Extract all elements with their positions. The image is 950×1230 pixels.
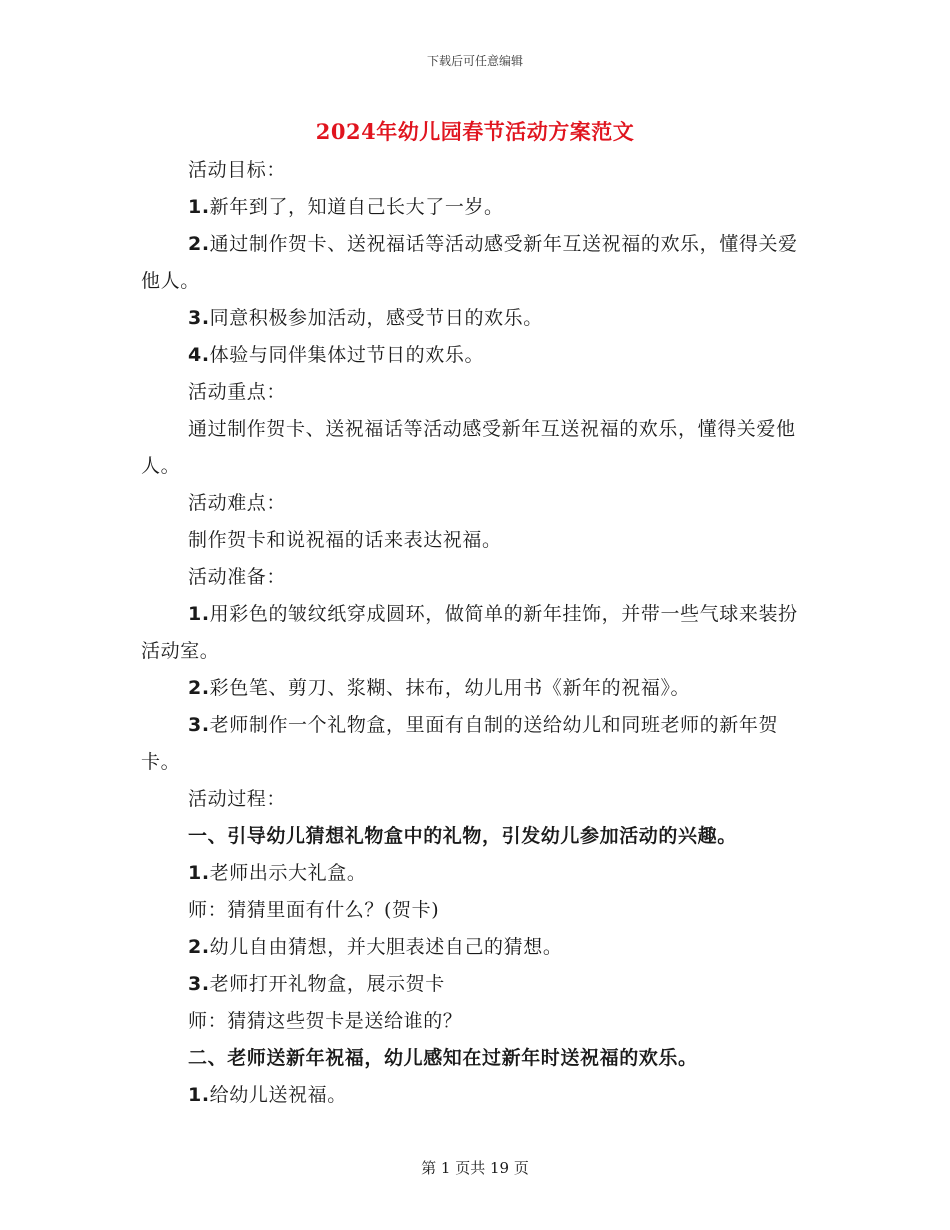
- paragraph-text: 活动准备：: [188, 566, 287, 588]
- paragraph-text: 同意积极参加活动，感受节日的欢乐。: [209, 307, 543, 329]
- paragraph-5: [141, 337, 801, 374]
- paragraph-7: [141, 411, 801, 485]
- paragraph-20: [141, 1003, 801, 1040]
- paragraph-text: 给幼儿送祝福。: [209, 1084, 347, 1106]
- paragraph-text: 师：猜猜这些贺卡是送给谁的？: [188, 1010, 463, 1032]
- paragraph-text: 师：猜猜里面有什么？(贺卡): [188, 899, 440, 921]
- paragraph-text: 彩色笔、剪刀、浆糊、抹布，幼儿用书《新年的祝福》。: [209, 677, 691, 699]
- list-number: 2.: [188, 677, 210, 699]
- list-number: 3.: [188, 973, 210, 995]
- page-footer: 第 1 页共 19 页: [421, 1159, 529, 1177]
- paragraph-10: [141, 559, 801, 596]
- list-number: 3.: [188, 307, 210, 329]
- paragraph-text: 幼儿自由猜想，并大胆表述自己的猜想。: [209, 936, 563, 958]
- paragraph-2: [141, 189, 801, 226]
- paragraph-text: 老师打开礼物盒，展示贺卡: [209, 973, 445, 995]
- list-number: 3.: [188, 714, 210, 736]
- paragraph-text: 通过制作贺卡、送祝福话等活动感受新年互送祝福的欢乐，懂得关爱他人。: [141, 418, 796, 477]
- paragraph-9: [141, 522, 801, 559]
- list-number: 1.: [188, 196, 210, 218]
- paragraph-text: 用彩色的皱纹纸穿成圆环，做简单的新年挂饰，并带一些气球来装扮活动室。: [141, 603, 798, 662]
- paragraph-text: 体验与同伴集体过节日的欢乐。: [209, 344, 485, 366]
- header-note: 下载后可任意编辑: [426, 54, 523, 68]
- paragraph-18: [141, 929, 801, 966]
- list-number: 2.: [188, 936, 210, 958]
- paragraph-17: [141, 892, 801, 929]
- list-number: 1.: [188, 862, 210, 884]
- paragraph-text: 活动难点：: [188, 492, 287, 514]
- paragraph-text: 制作贺卡和说祝福的话来表达祝福。: [188, 529, 502, 551]
- paragraph-14: [141, 781, 801, 818]
- section-heading-2: [141, 1040, 801, 1077]
- paragraph-4: [141, 300, 801, 337]
- paragraph-text: 老师出示大礼盒。: [209, 862, 367, 884]
- list-number: 1.: [188, 1084, 210, 1106]
- list-number: 1.: [188, 603, 210, 625]
- section-heading-1: [141, 818, 801, 855]
- list-number: 2.: [188, 233, 210, 255]
- paragraph-text: 活动目标：: [188, 159, 287, 181]
- paragraph-16: [141, 855, 801, 892]
- paragraph-8: [141, 485, 801, 522]
- document-body: [141, 152, 801, 1114]
- document-title: 2024年幼儿园春节活动方案范文: [315, 119, 635, 144]
- paragraph-1: [141, 152, 801, 189]
- paragraph-text: 老师制作一个礼物盒，里面有自制的送给幼儿和同班老师的新年贺卡。: [141, 714, 779, 773]
- paragraph-text: 一、引导幼儿猜想礼物盒中的礼物，引发幼儿参加活动的兴趣。: [188, 825, 737, 847]
- paragraph-text: 通过制作贺卡、送祝福话等活动感受新年互送祝福的欢乐，懂得关爱他人。: [141, 233, 798, 292]
- paragraph-text: 活动重点：: [188, 381, 287, 403]
- paragraph-text: 二、老师送新年祝福，幼儿感知在过新年时送祝福的欢乐。: [188, 1047, 698, 1069]
- paragraph-22: [141, 1077, 801, 1114]
- paragraph-12: [141, 670, 801, 707]
- list-number: 4.: [188, 344, 210, 366]
- paragraph-text: 活动过程：: [188, 788, 287, 810]
- paragraph-text: 新年到了，知道自己长大了一岁。: [209, 196, 504, 218]
- paragraph-19: [141, 966, 801, 1003]
- paragraph-11: [141, 596, 801, 670]
- paragraph-3: [141, 226, 801, 300]
- paragraph-6: [141, 374, 801, 411]
- paragraph-13: [141, 707, 801, 781]
